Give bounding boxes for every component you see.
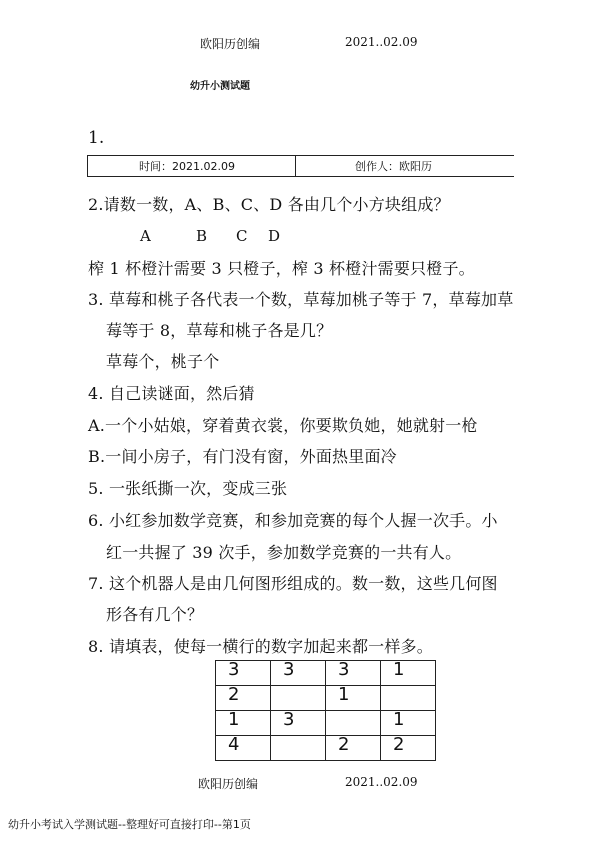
grid-cell <box>326 711 381 736</box>
header-date: 2021..02.09 <box>345 35 418 49</box>
option-a: A <box>140 227 151 245</box>
question-3-line-2: 莓等于 8，草莓和桃子各是几？ <box>106 321 333 340</box>
grid-cell <box>381 686 436 711</box>
grid-cell <box>271 686 326 711</box>
document-title: 幼升小测试题 <box>190 81 250 92</box>
grid-cell: 1 <box>326 686 381 711</box>
info-row <box>87 155 514 177</box>
grid-cell: 4 <box>216 736 271 761</box>
grid-cell: 3 <box>271 711 326 736</box>
page-footer: 幼升小考试入学测试题--整理好可直接打印--第1页 <box>8 818 251 831</box>
question-8: 8. 请填表，使每一横行的数字加起来都一样多。 <box>88 637 433 656</box>
grid-row <box>216 711 436 736</box>
question-2: 2.请数一数，A、B、C、D 各由几个小方块组成？ <box>88 195 450 214</box>
question-5: 5. 一张纸撕一次，变成三张 <box>88 479 288 498</box>
grid-cell: 1 <box>381 711 436 736</box>
grid-cell: 3 <box>326 661 381 686</box>
question-6-line-2: 红一共握了 39 次手，参加数学竞赛的一共有人。 <box>106 543 462 562</box>
question-1: 1. <box>88 128 105 148</box>
grid-cell: 1 <box>381 661 436 686</box>
question-4-riddle-a: A.一个小姑娘，穿着黄衣裳，你要欺负她，她就射一枪 <box>88 416 478 435</box>
grid-cell: 3 <box>216 661 271 686</box>
question-7-line-1: 7. 这个机器人是由几何图形组成的。数一数，这些几何图 <box>88 574 498 593</box>
question-6-line-1: 6. 小红参加数学竞赛，和参加竞赛的每个人握一次手。小 <box>88 511 498 530</box>
grid-cell: 2 <box>326 736 381 761</box>
question-4-riddle-b: B.一间小房子，有门没有窗，外面热里面冷 <box>88 447 397 466</box>
question-4: 4. 自己读谜面，然后猜 <box>88 384 255 403</box>
option-d: D <box>268 227 281 245</box>
option-b: B <box>196 227 208 245</box>
header-author: 欧阳历创编 <box>200 37 261 51</box>
question-7-line-2: 形各有几个？ <box>106 605 204 624</box>
juice-question: 榨 1 杯橙汁需要 3 只橙子，榨 3 杯橙汁需要只橙子。 <box>88 259 475 278</box>
grid-cell: 2 <box>216 686 271 711</box>
option-c: C <box>236 227 248 245</box>
info-time: 时间：2021.02.09 <box>139 160 235 173</box>
question-3-answer: 草莓个，桃子个 <box>106 352 220 371</box>
grid-row <box>216 686 436 711</box>
grid-row <box>216 661 436 686</box>
info-creator: 创作人：欧阳历 <box>355 160 432 173</box>
grid-cell <box>271 736 326 761</box>
question-3-line-1: 3. 草莓和桃子各代表一个数，草莓加桃子等于 7，草莓加草 <box>88 290 514 309</box>
grid-row <box>216 736 436 761</box>
grid-cell: 3 <box>271 661 326 686</box>
grid-cell: 1 <box>216 711 271 736</box>
number-grid <box>215 660 436 761</box>
bottom-date: 2021..02.09 <box>345 775 418 789</box>
bottom-author: 欧阳历创编 <box>198 777 259 791</box>
grid-cell: 2 <box>381 736 436 761</box>
